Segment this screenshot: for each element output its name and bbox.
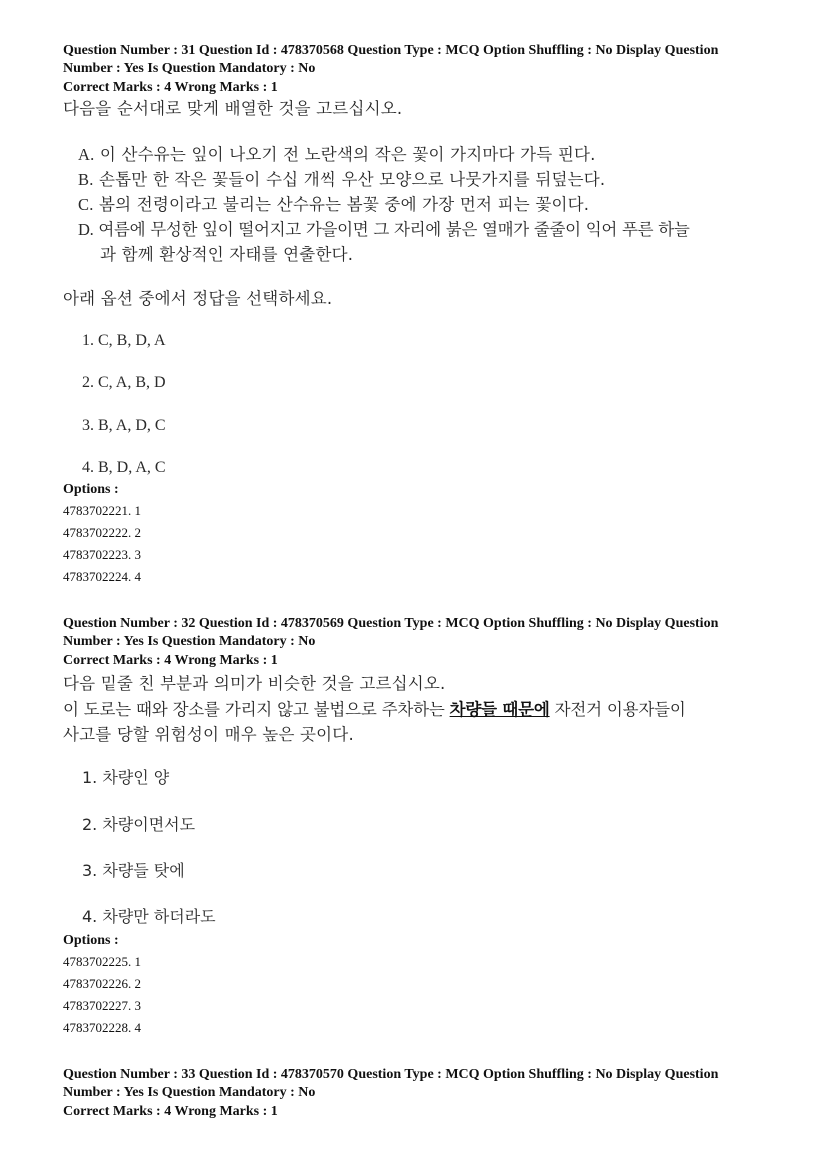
q31-item-a <box>78 144 596 166</box>
q31-header-line1: Question Number : 31 Question Id : 478370568 Question Type : MCQ Option Shuffling : No Display Question <box>63 43 719 58</box>
q32-sentence-after: 자전거 이용자들이 <box>549 700 686 719</box>
q31-choice-4: 4. B, D, A, C <box>82 459 166 476</box>
q31-item-c-text: 봄의 전령이라고 불리는 산수유는 봄꽃 중에 가장 먼저 피는 꽃이다. <box>98 195 590 214</box>
q32-option-id-3: 4783702227. 3 <box>63 998 141 1013</box>
q31-item-b-text: 손톱만 한 작은 꽃들이 수십 개씩 우산 모양으로 나뭇가지를 뒤덮는다. <box>98 170 606 189</box>
q32-instruction: 다음 밑줄 친 부분과 의미가 비슷한 것을 고르십시오. <box>63 674 446 693</box>
q31-choice-2: 2. C, A, B, D <box>82 374 166 391</box>
q32-header-line1: Question Number : 32 Question Id : 478370569 Question Type : MCQ Option Shuffling : No Display Question <box>63 616 719 631</box>
q31-instruction: 다음을 순서대로 맞게 배열한 것을 고르십시오. <box>63 99 403 118</box>
q31-item-a-text: 이 산수유는 잎이 나오기 전 노란색의 작은 꽃이 가지마다 가득 핀다. <box>99 145 596 164</box>
q31-item-b <box>78 169 605 191</box>
q33-marks: Correct Marks : 4 Wrong Marks : 1 <box>63 1104 278 1119</box>
q32-choice-1: 1. 차량인 양 <box>82 768 170 787</box>
q31-options-label: Options : <box>63 482 119 497</box>
q31-item-c <box>78 194 589 216</box>
q31-choice-3: 3. B, A, D, C <box>82 417 166 434</box>
q31-prompt: 아래 옵션 중에서 정답을 선택하세요. <box>63 289 333 308</box>
q32-underlined-phrase: 차량들 때문에 <box>449 700 550 719</box>
q32-options-label: Options : <box>63 933 119 948</box>
q32-sentence-line2: 사고를 당할 위험성이 매우 높은 곳이다. <box>63 725 354 744</box>
q31-item-d-label: D. <box>78 220 94 239</box>
q31-item-d <box>78 219 689 241</box>
q32-choice-2: 2. 차량이면서도 <box>82 815 196 834</box>
q32-sentence-line1 <box>63 699 686 721</box>
q31-item-a-label: A. <box>78 145 95 164</box>
q32-marks: Correct Marks : 4 Wrong Marks : 1 <box>63 653 278 668</box>
q31-option-id-4: 4783702224. 4 <box>63 569 141 584</box>
q31-item-d-continued: 과 함께 환상적인 자태를 연출한다. <box>100 245 354 264</box>
q32-option-id-2: 4783702226. 2 <box>63 976 141 991</box>
q32-choice-4: 4. 차량만 하더라도 <box>82 907 216 926</box>
q32-header-line2: Number : Yes Is Question Mandatory : No <box>63 634 316 649</box>
q31-option-id-1: 4783702221. 1 <box>63 503 141 518</box>
q31-marks: Correct Marks : 4 Wrong Marks : 1 <box>63 80 278 95</box>
q31-header-line2: Number : Yes Is Question Mandatory : No <box>63 61 316 76</box>
q33-header-line1: Question Number : 33 Question Id : 478370570 Question Type : MCQ Option Shuffling : No Display Question <box>63 1067 719 1082</box>
q31-item-c-label: C. <box>78 195 94 214</box>
q33-header-line2: Number : Yes Is Question Mandatory : No <box>63 1085 316 1100</box>
q31-choice-1: 1. C, B, D, A <box>82 332 166 349</box>
q31-option-id-3: 4783702223. 3 <box>63 547 141 562</box>
q32-option-id-4: 4783702228. 4 <box>63 1020 141 1035</box>
q31-item-b-label: B. <box>78 170 94 189</box>
q32-sentence-before: 이 도로는 때와 장소를 가리지 않고 불법으로 주차하는 <box>63 700 450 719</box>
q31-option-id-2: 4783702222. 2 <box>63 525 141 540</box>
q32-choice-3: 3. 차량들 탓에 <box>82 861 185 880</box>
q31-item-d-text: 여름에 무성한 잎이 떨어지고 가을이면 그 자리에 붉은 열매가 줄줄이 익어 푸른 하늘 <box>98 220 690 239</box>
q32-option-id-1: 4783702225. 1 <box>63 954 141 969</box>
